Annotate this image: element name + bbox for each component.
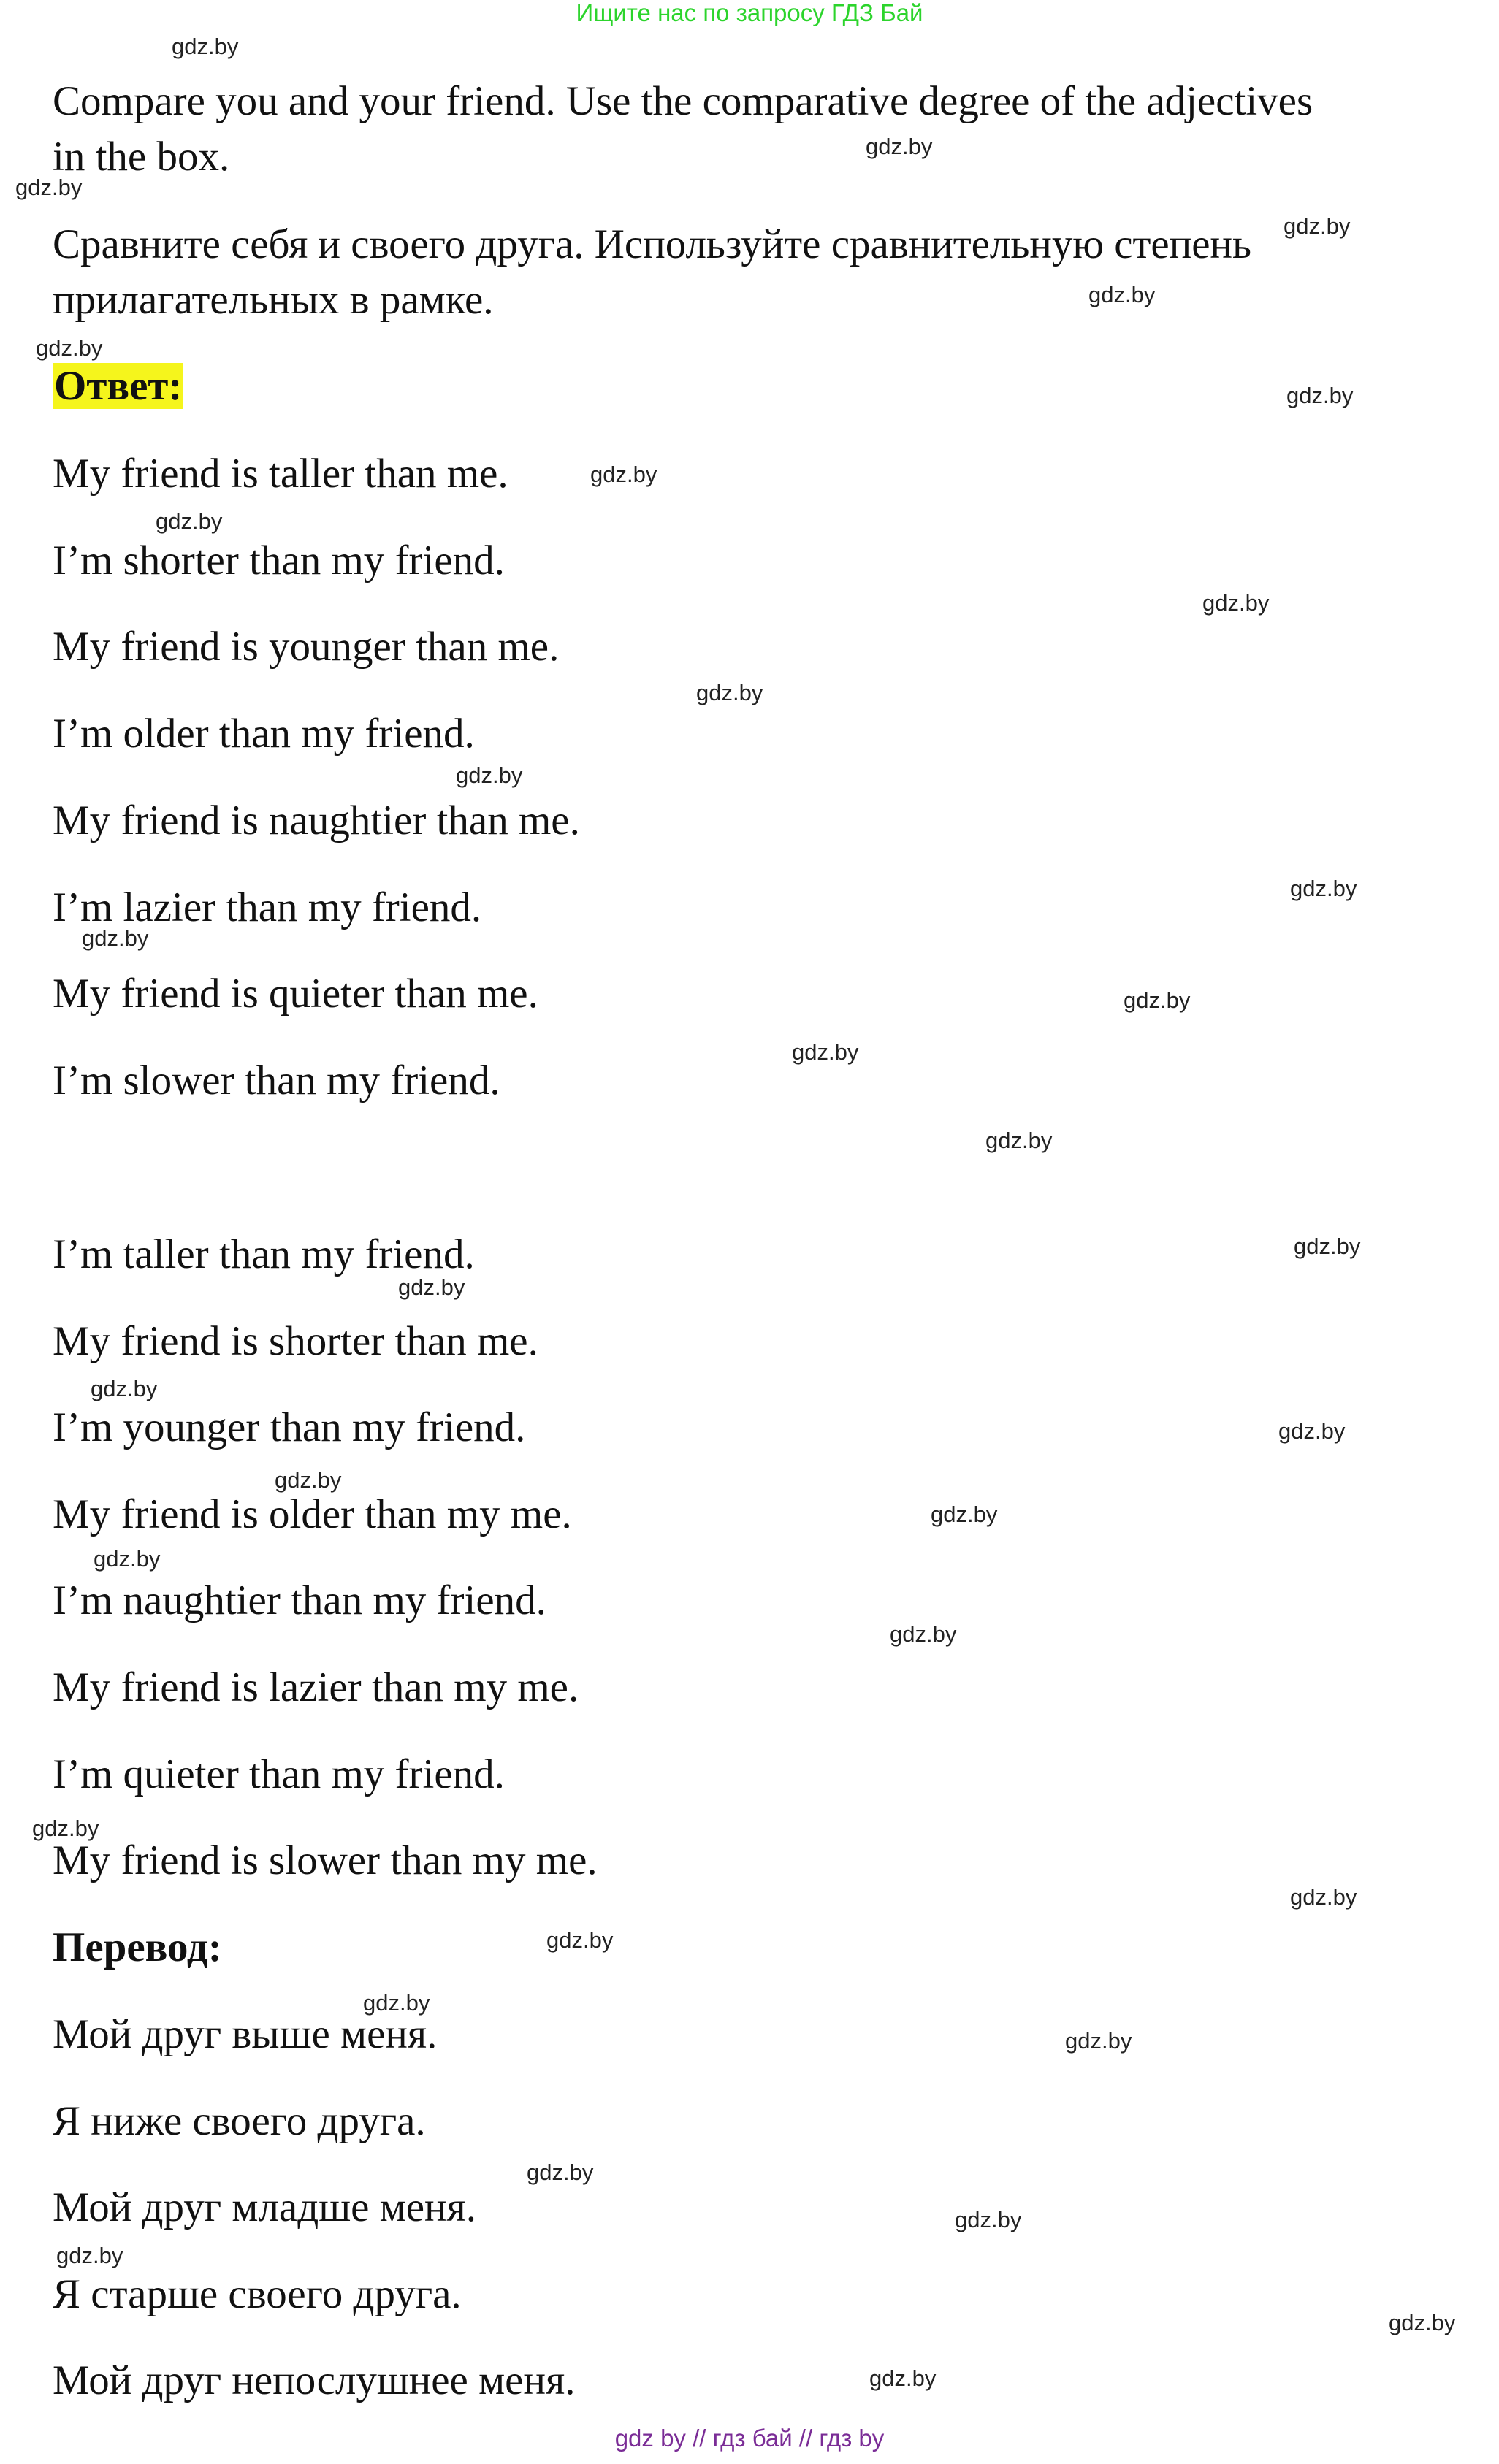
watermark: gdz.by (1278, 1418, 1346, 1444)
watermark: gdz.by (36, 335, 103, 361)
task-line-2: in the box. (53, 134, 230, 180)
watermark: gdz.by (398, 1274, 465, 1300)
watermark: gdz.by (1290, 1884, 1357, 1910)
watermark: gdz.by (869, 2365, 937, 2391)
task-line-1: Compare you and your friend. Use the comparative degree of the adjectives (53, 78, 1313, 124)
answer-a-line: I’m slower than my friend. (53, 1057, 500, 1103)
watermark: gdz.by (1065, 2028, 1132, 2054)
watermark: gdz.by (1294, 1233, 1361, 1259)
answer-b-line: My friend is older than my me. (53, 1491, 572, 1537)
translation-line: Мой друг младше меня. (53, 2184, 476, 2230)
watermark: gdz.by (1284, 213, 1351, 239)
watermark: gdz.by (275, 1467, 342, 1493)
answer-b-line: My friend is lazier than my me. (53, 1664, 579, 1710)
watermark: gdz.by (32, 1816, 99, 1841)
watermark: gdz.by (1124, 987, 1191, 1013)
watermark: gdz.by (546, 1927, 614, 1953)
answer-heading (53, 359, 183, 414)
watermark: gdz.by (1202, 590, 1270, 616)
watermark: gdz.by (590, 462, 657, 487)
translation-line: Мой друг выше меня. (53, 2011, 438, 2057)
watermark: gdz.by (15, 175, 83, 200)
watermark: gdz.by (91, 1376, 158, 1401)
answer-b-line: I’m naughtier than my friend. (53, 1577, 546, 1623)
answer-a-line: My friend is naughtier than me. (53, 797, 580, 843)
watermark: gdz.by (172, 34, 239, 59)
watermark: gdz.by (866, 134, 933, 159)
answer-b-line: I’m younger than my friend. (53, 1404, 526, 1450)
translation-line: Мой друг непослушнее меня. (53, 2357, 576, 2403)
watermark: gdz.by (955, 2207, 1022, 2232)
answer-a-line: My friend is quieter than me. (53, 971, 538, 1017)
watermark: gdz.by (1389, 2310, 1456, 2335)
watermark: gdz.by (94, 1546, 161, 1572)
watermark: gdz.by (696, 680, 763, 705)
watermark: gdz.by (1290, 876, 1357, 901)
answer-b-line: My friend is shorter than me. (53, 1318, 538, 1364)
watermark: gdz.by (456, 762, 523, 788)
translation-line: Я ниже своего друга. (53, 2098, 426, 2144)
top-banner: Ищите нас по запросу ГДЗ Бай (576, 0, 923, 26)
watermark: gdz.by (890, 1621, 957, 1647)
answer-b-line: My friend is slower than my me. (53, 1837, 598, 1883)
answer-b-line: I’m quieter than my friend. (53, 1751, 505, 1797)
watermark: gdz.by (931, 1501, 998, 1527)
watermark: gdz.by (82, 925, 149, 951)
watermark: gdz.by (1286, 383, 1354, 408)
translation-heading: Перевод: (53, 1924, 222, 1970)
answer-a-line: I’m lazier than my friend. (53, 884, 482, 930)
watermark: gdz.by (985, 1128, 1053, 1153)
watermark: gdz.by (527, 2159, 594, 2185)
watermark: gdz.by (1088, 282, 1156, 307)
answer-label: Ответ: (54, 363, 183, 409)
task-ru-line-1: Сравните себя и своего друга. Используйте сравнительную степень (53, 221, 1252, 267)
answer-a-line: I’m older than my friend. (53, 711, 475, 757)
answer-a-line: I’m shorter than my friend. (53, 537, 505, 584)
translation-line: Я старше своего друга. (53, 2271, 462, 2317)
watermark: gdz.by (156, 508, 223, 534)
watermark: gdz.by (56, 2243, 123, 2268)
bottom-banner: gdz by // гдз бай // гдз by (614, 2425, 885, 2452)
watermark: gdz.by (792, 1039, 859, 1065)
answer-a-line: My friend is taller than me. (53, 451, 508, 497)
answer-a-line: My friend is younger than me. (53, 624, 560, 670)
task-ru-line-2: прилагательных в рамке. (53, 277, 494, 323)
answer-b-line: I’m taller than my friend. (53, 1231, 475, 1277)
watermark: gdz.by (363, 1990, 430, 2016)
